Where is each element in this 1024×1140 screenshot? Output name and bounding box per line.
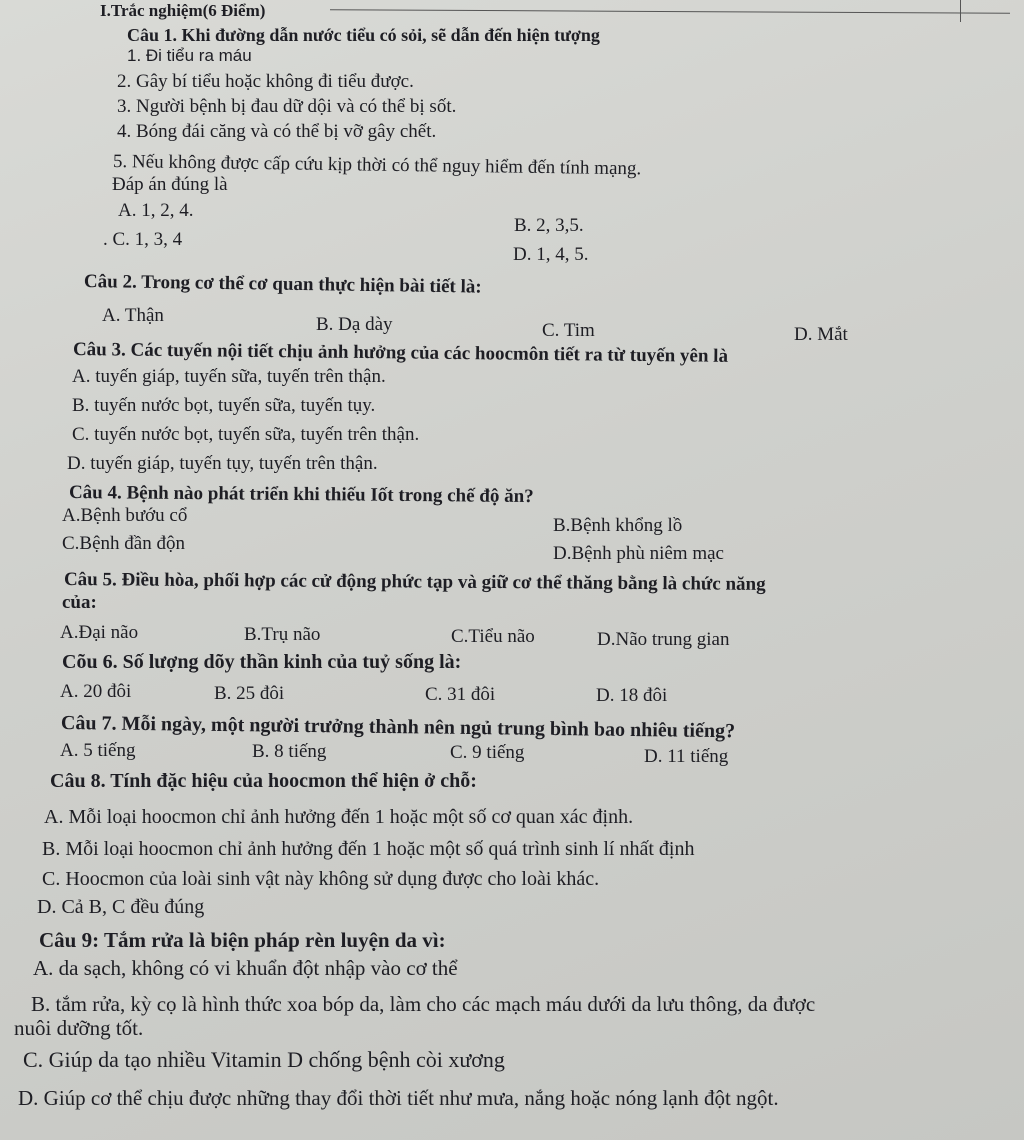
q7-option-d: D. 11 tiếng (644, 746, 729, 767)
q8-option-c: C. Hoocmon của loài sinh vật này không sử dụng được cho loài khác. (42, 868, 600, 890)
q9-option-c: C. Giúp da tạo nhiều Vitamin D chống bệnh còi xương (23, 1047, 505, 1072)
header-rule-tick (960, 0, 961, 22)
q9-option-d: D. Giúp cơ thể chịu được những thay đổi thời tiết như mưa, nắng hoặc nóng lạnh đột ngột. (18, 1086, 779, 1110)
q1-statement-3: 3. Người bệnh bị đau dữ dội và có thể bị sốt. (117, 96, 457, 117)
q6-option-a: A. 20 đôi (60, 681, 132, 702)
q1-option-d: D. 1, 4, 5. (513, 244, 589, 265)
q4-option-a: A.Bệnh bướu cổ (62, 505, 188, 526)
q1-statement-5: 5. Nếu không được cấp cứu kịp thời có thể nguy hiểm đến tính mạng. (112, 151, 642, 180)
q9-option-a: A. da sạch, không có vi khuẩn đột nhập vào cơ thể (33, 956, 458, 980)
q2-option-a: A. Thận (102, 305, 164, 326)
section-header: I.Trắc nghiệm(6 Điểm) (100, 1, 266, 20)
q5-option-a: A.Đại não (60, 622, 139, 643)
question-2-title: Câu 2. Trong cơ thể cơ quan thực hiện bài tiết là: (83, 271, 482, 298)
q9-option-b-cont: nuôi dưỡng tốt. (14, 1016, 144, 1040)
q1-option-c: . C. 1, 3, 4 (103, 229, 183, 250)
q8-option-a: A. Mỗi loại hoocmon chỉ ảnh hưởng đến 1 hoặc một số cơ quan xác định. (44, 806, 634, 828)
q8-option-d: D. Cả B, C đều đúng (37, 896, 205, 918)
q5-option-b: B.Trụ não (244, 624, 321, 645)
q1-statement-2: 2. Gây bí tiểu hoặc không đi tiểu được. (117, 71, 414, 92)
q6-option-d: D. 18 đôi (596, 685, 668, 706)
header-rule (330, 9, 1010, 14)
question-9-title: Câu 9: Tắm rửa là biện pháp rèn luyện da vì: (39, 928, 446, 952)
q7-option-a: A. 5 tiếng (60, 740, 136, 761)
q2-option-d: D. Mắt (794, 324, 848, 345)
q7-option-b: B. 8 tiếng (252, 741, 327, 762)
q5-option-c: C.Tiểu não (451, 626, 535, 647)
question-3-title: Câu 3. Các tuyến nội tiết chịu ảnh hưởng của các hoocmôn tiết ra từ tuyến yên là (72, 339, 729, 367)
q5-option-d: D.Não trung gian (597, 629, 730, 650)
q6-option-b: B. 25 đôi (214, 683, 285, 704)
q3-option-a: A. tuyến giáp, tuyến sữa, tuyến trên thận. (72, 366, 386, 387)
q2-option-c: C. Tim (542, 320, 595, 341)
q1-statement-1: 1. Đi tiểu ra máu (127, 46, 252, 65)
q1-option-a: A. 1, 2, 4. (118, 200, 194, 221)
q1-option-b: B. 2, 3,5. (514, 215, 584, 236)
question-5-title: Câu 5. Điều hòa, phối hợp các cử động phức tạp và giữ cơ thể thăng bằng là chức năng (63, 569, 766, 595)
question-1-title: Câu 1. Khi đường dẫn nước tiểu có sỏi, sẽ dẫn đến hiện tượng (127, 25, 600, 45)
q3-option-d: D. tuyến giáp, tuyến tụy, tuyến trên thận. (67, 453, 378, 474)
q1-prompt: Đáp án đúng là (112, 174, 228, 195)
q4-option-b: B.Bệnh khổng lồ (553, 515, 683, 536)
question-6-title: Cõu 6. Số lượng dõy thần kinh của tuỷ sống là: (62, 651, 462, 673)
q4-option-d: D.Bệnh phù niêm mạc (553, 543, 724, 564)
q9-option-b: B. tắm rửa, kỳ cọ là hình thức xoa bóp da, làm cho các mạch máu dưới da lưu thông, da được (31, 992, 816, 1016)
q6-option-c: C. 31 đôi (425, 684, 496, 705)
q2-option-b: B. Dạ dày (316, 314, 393, 335)
q3-option-c: C. tuyến nước bọt, tuyến sữa, tuyến trên thận. (72, 424, 420, 445)
q1-statement-4: 4. Bóng đái căng và có thể bị vỡ gây chết. (117, 121, 437, 142)
q3-option-b: B. tuyến nước bọt, tuyến sữa, tuyến tụy. (72, 395, 376, 416)
question-5-title-cont: của: (62, 592, 97, 613)
question-4-title: Câu 4. Bệnh nào phát triển khi thiếu Iốt trong chế độ ăn? (68, 482, 534, 508)
q4-option-c: C.Bệnh đần độn (62, 533, 185, 554)
q7-option-c: C. 9 tiếng (450, 742, 525, 763)
q8-option-b: B. Mỗi loại hoocmon chỉ ảnh hưởng đến 1 hoặc một số quá trình sinh lí nhất định (42, 838, 695, 860)
question-7-title: Câu 7. Mỗi ngày, một người trưởng thành nên ngủ trung bình bao nhiêu tiếng? (60, 712, 736, 743)
question-8-title: Câu 8. Tính đặc hiệu của hoocmon thể hiện ở chỗ: (50, 770, 477, 792)
